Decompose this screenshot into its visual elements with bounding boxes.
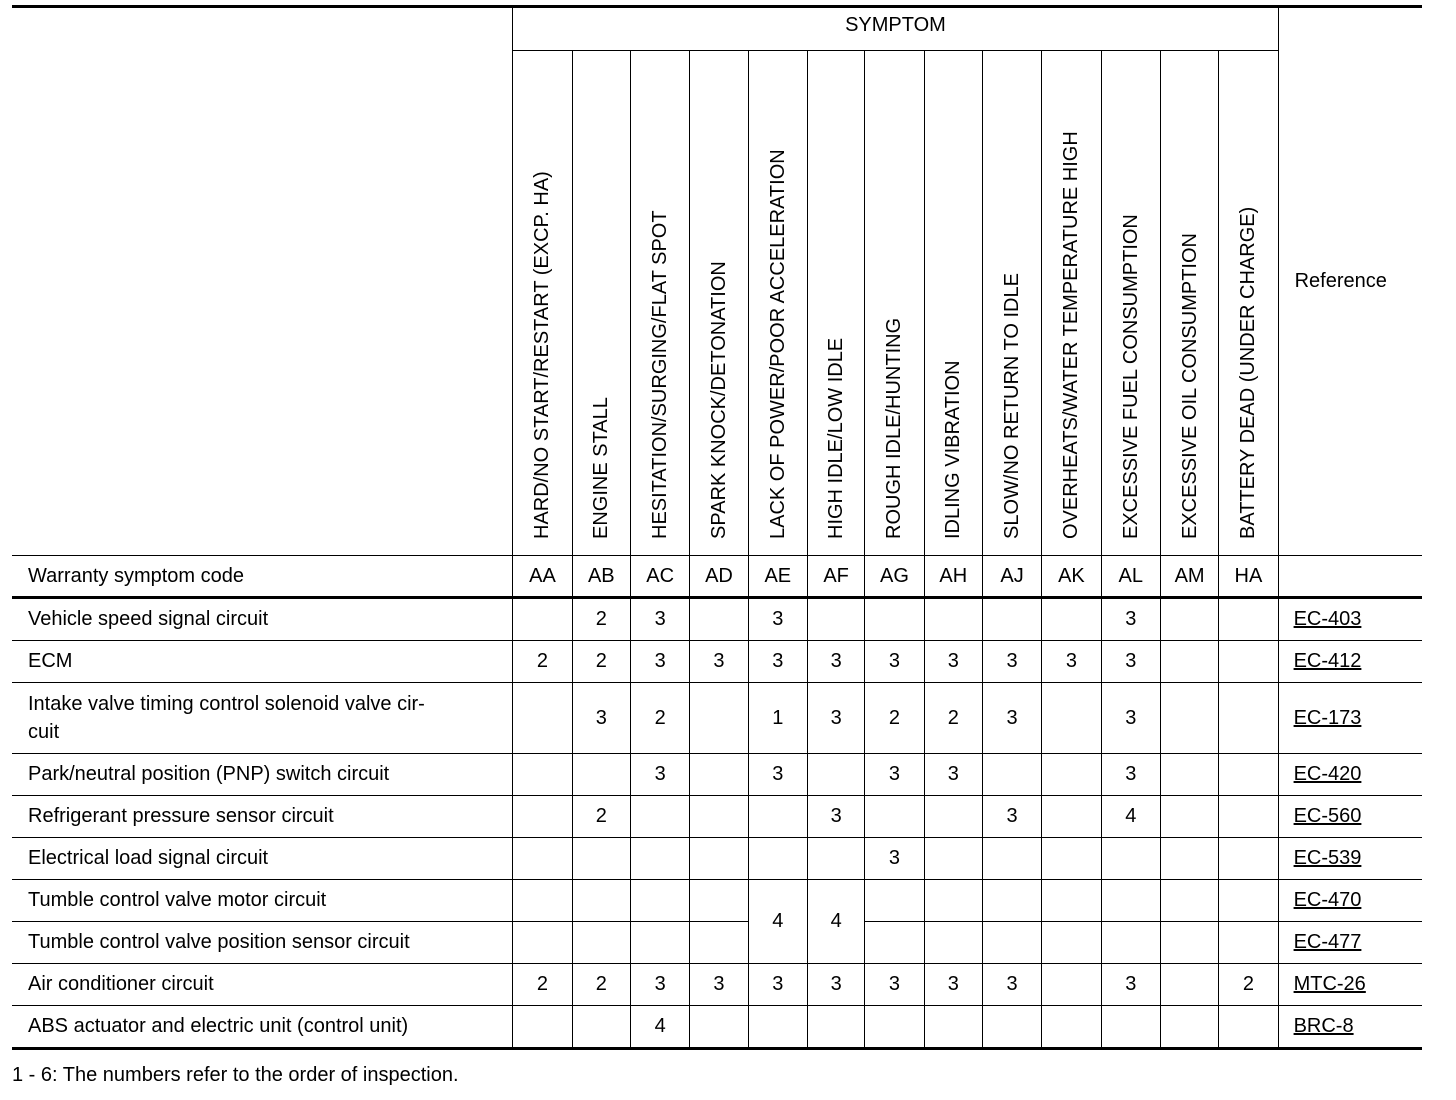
reference-link[interactable]: EC-539 [1293, 847, 1362, 869]
value-cell [690, 683, 748, 754]
value-cell [982, 880, 1041, 922]
value-cell [630, 922, 689, 964]
value-cell [1101, 880, 1160, 922]
value-cell: 2 [1219, 964, 1278, 1006]
value-cell [865, 1006, 924, 1049]
value-cell [513, 796, 572, 838]
symptom-column-header [1042, 51, 1101, 556]
reference-cell [1278, 964, 1422, 1006]
row-label: Tumble control valve motor circuit [12, 880, 513, 922]
symptom-column-label: BATTERY DEAD (UNDER CHARGE) [1237, 206, 1260, 539]
value-cell [807, 754, 864, 796]
value-cell: 2 [572, 598, 630, 641]
value-cell: 2 [572, 641, 630, 683]
value-cell [924, 796, 982, 838]
reference-link[interactable]: MTC-26 [1293, 973, 1366, 995]
value-cell: 4 [748, 880, 807, 964]
value-cell [1160, 641, 1218, 683]
reference-cell [1278, 838, 1422, 880]
value-cell [1042, 796, 1101, 838]
value-cell [513, 880, 572, 922]
value-cell [1160, 754, 1218, 796]
value-cell: 2 [572, 796, 630, 838]
value-cell [1160, 922, 1218, 964]
warranty-code-cell: AF [807, 556, 864, 598]
value-cell [807, 1006, 864, 1049]
value-cell [1160, 964, 1218, 1006]
value-cell [1042, 598, 1101, 641]
value-cell: 3 [982, 683, 1041, 754]
value-cell [924, 838, 982, 880]
value-cell [690, 838, 748, 880]
row-label: Vehicle speed signal circuit [12, 598, 513, 641]
warranty-code-cell: AL [1101, 556, 1160, 598]
value-cell [690, 754, 748, 796]
symptom-column-label: HARD/NO START/RESTART (EXCP. HA) [531, 171, 554, 539]
row-label: Air conditioner circuit [12, 964, 513, 1006]
table-row [12, 641, 1422, 683]
value-cell [630, 796, 689, 838]
value-cell: 3 [982, 796, 1041, 838]
table-row [12, 683, 1422, 754]
symptom-column-header [1219, 51, 1278, 556]
value-cell [572, 922, 630, 964]
row-label: Intake valve timing control solenoid valve cir- cuit [12, 683, 513, 754]
reference-link[interactable]: EC-412 [1293, 650, 1362, 672]
value-cell: 3 [865, 964, 924, 1006]
table-row [12, 922, 1422, 964]
value-cell: 3 [865, 641, 924, 683]
warranty-code-cell: AC [630, 556, 689, 598]
value-cell: 3 [630, 641, 689, 683]
value-cell [690, 922, 748, 964]
value-cell [1160, 1006, 1218, 1049]
symptom-column-label: OVERHEATS/WATER TEMPERATURE HIGH [1060, 131, 1083, 539]
symptom-column-header [924, 51, 982, 556]
warranty-code-cell: AK [1042, 556, 1101, 598]
value-cell: 3 [865, 838, 924, 880]
value-cell: 3 [982, 641, 1041, 683]
value-cell: 3 [630, 754, 689, 796]
value-cell: 4 [630, 1006, 689, 1049]
row-label: Tumble control valve position sensor circuit [12, 922, 513, 964]
value-cell: 3 [748, 754, 807, 796]
symptom-column-label: ENGINE STALL [590, 397, 613, 539]
value-cell [982, 922, 1041, 964]
value-cell [1219, 598, 1278, 641]
symptom-column-label: EXCESSIVE OIL CONSUMPTION [1178, 233, 1201, 539]
row-label: Park/neutral position (PNP) switch circuit [12, 754, 513, 796]
value-cell [513, 598, 572, 641]
value-cell [572, 754, 630, 796]
value-cell [865, 880, 924, 922]
symptom-header: SYMPTOM [513, 7, 1278, 51]
value-cell: 2 [513, 641, 572, 683]
value-cell: 3 [924, 754, 982, 796]
value-cell [630, 838, 689, 880]
value-cell [982, 754, 1041, 796]
value-cell [1160, 880, 1218, 922]
row-label: ABS actuator and electric unit (control unit) [12, 1006, 513, 1049]
value-cell [690, 598, 748, 641]
value-cell: 2 [572, 964, 630, 1006]
value-cell: 2 [630, 683, 689, 754]
value-cell [1219, 1006, 1278, 1049]
value-cell [1101, 922, 1160, 964]
value-cell: 3 [924, 641, 982, 683]
table-row [12, 964, 1422, 1006]
value-cell [1042, 838, 1101, 880]
value-cell [865, 796, 924, 838]
reference-link[interactable]: EC-173 [1293, 706, 1362, 729]
reference-link[interactable]: EC-560 [1293, 805, 1362, 827]
table-row [12, 880, 1422, 922]
value-cell [1160, 796, 1218, 838]
reference-link[interactable]: EC-420 [1293, 763, 1362, 785]
value-cell [924, 598, 982, 641]
value-cell [1160, 598, 1218, 641]
value-cell: 3 [572, 683, 630, 754]
value-cell: 3 [1101, 754, 1160, 796]
row-label: ECM [12, 641, 513, 683]
reference-cell [1278, 796, 1422, 838]
symptom-column-label: HESITATION/SURGING/FLAT SPOT [649, 210, 672, 539]
warranty-ref-empty [1278, 556, 1422, 598]
value-cell [1042, 754, 1101, 796]
symptom-column-label: LACK OF POWER/POOR ACCELERATION [766, 149, 789, 539]
value-cell [513, 1006, 572, 1049]
value-cell: 3 [807, 964, 864, 1006]
value-cell: 2 [513, 964, 572, 1006]
symptom-column-header [1160, 51, 1218, 556]
value-cell [513, 922, 572, 964]
value-cell [748, 1006, 807, 1049]
value-cell [1219, 683, 1278, 754]
value-cell [690, 880, 748, 922]
symptom-column-header [982, 51, 1041, 556]
symptom-column-label: ROUGH IDLE/HUNTING [883, 317, 906, 539]
value-cell: 3 [807, 796, 864, 838]
warranty-code-cell: AD [690, 556, 748, 598]
symptom-table [12, 5, 1422, 1050]
value-cell [807, 838, 864, 880]
value-cell [690, 796, 748, 838]
value-cell: 3 [924, 964, 982, 1006]
symptom-column-header [690, 51, 748, 556]
value-cell: 2 [865, 683, 924, 754]
warranty-code-cell: HA [1219, 556, 1278, 598]
symptom-column-header [630, 51, 689, 556]
reference-link[interactable]: BRC-8 [1293, 1015, 1354, 1037]
reference-link[interactable]: EC-470 [1293, 889, 1362, 911]
symptom-column-header [748, 51, 807, 556]
warranty-code-cell: AA [513, 556, 572, 598]
table-corner [12, 7, 513, 556]
value-cell: 3 [748, 641, 807, 683]
reference-link[interactable]: EC-477 [1293, 931, 1362, 953]
value-cell [513, 754, 572, 796]
value-cell [1219, 922, 1278, 964]
value-cell: 3 [1101, 598, 1160, 641]
row-label: Refrigerant pressure sensor circuit [12, 796, 513, 838]
value-cell [1042, 683, 1101, 754]
value-cell [1160, 838, 1218, 880]
value-cell [630, 880, 689, 922]
symptom-column-header [1101, 51, 1160, 556]
value-cell [748, 838, 807, 880]
warranty-code-cell: AB [572, 556, 630, 598]
value-cell: 3 [690, 964, 748, 1006]
warranty-code-cell: AM [1160, 556, 1218, 598]
reference-cell [1278, 598, 1422, 641]
value-cell [1219, 838, 1278, 880]
warranty-code-cell: AH [924, 556, 982, 598]
value-cell [513, 683, 572, 754]
value-cell [1101, 1006, 1160, 1049]
value-cell: 4 [1101, 796, 1160, 838]
symptom-column-label: HIGH IDLE/LOW IDLE [825, 337, 848, 539]
value-cell [1042, 922, 1101, 964]
value-cell: 3 [1101, 641, 1160, 683]
value-cell [924, 922, 982, 964]
value-cell [748, 796, 807, 838]
value-cell [865, 598, 924, 641]
reference-cell [1278, 922, 1422, 964]
symptom-column-label: IDLING VIBRATION [942, 360, 965, 539]
symptom-column-label: SPARK KNOCK/DETONATION [707, 261, 730, 539]
value-cell [865, 922, 924, 964]
value-cell: 3 [1101, 683, 1160, 754]
warranty-code-cell: AE [748, 556, 807, 598]
reference-header: Reference [1278, 7, 1422, 556]
value-cell [1042, 1006, 1101, 1049]
value-cell [807, 598, 864, 641]
reference-cell [1278, 754, 1422, 796]
value-cell: 3 [982, 964, 1041, 1006]
value-cell: 3 [807, 641, 864, 683]
value-cell [572, 1006, 630, 1049]
value-cell: 3 [748, 964, 807, 1006]
warranty-code-cell: AG [865, 556, 924, 598]
reference-link[interactable]: EC-403 [1293, 608, 1362, 630]
value-cell: 3 [1042, 641, 1101, 683]
value-cell: 2 [924, 683, 982, 754]
reference-cell [1278, 641, 1422, 683]
value-cell [982, 598, 1041, 641]
value-cell [572, 880, 630, 922]
value-cell: 3 [807, 683, 864, 754]
value-cell: 1 [748, 683, 807, 754]
reference-cell [1278, 1006, 1422, 1049]
reference-cell [1278, 880, 1422, 922]
symptom-column-label: EXCESSIVE FUEL CONSUMPTION [1119, 214, 1142, 539]
value-cell: 4 [807, 880, 864, 964]
table-row [12, 754, 1422, 796]
value-cell [1042, 880, 1101, 922]
value-cell: 3 [630, 598, 689, 641]
symptom-column-label: SLOW/NO RETURN TO IDLE [1001, 273, 1024, 539]
value-cell [513, 838, 572, 880]
reference-cell [1278, 683, 1422, 754]
value-cell [1219, 641, 1278, 683]
value-cell [572, 838, 630, 880]
value-cell [982, 1006, 1041, 1049]
value-cell [1042, 964, 1101, 1006]
value-cell [1219, 796, 1278, 838]
value-cell: 3 [865, 754, 924, 796]
row-label: Electrical load signal circuit [12, 838, 513, 880]
table-row [12, 838, 1422, 880]
value-cell: 3 [690, 641, 748, 683]
symptom-column-header [572, 51, 630, 556]
symptom-column-header [513, 51, 572, 556]
table-row [12, 1006, 1422, 1049]
value-cell: 3 [1101, 964, 1160, 1006]
table-row [12, 796, 1422, 838]
value-cell: 3 [748, 598, 807, 641]
value-cell [690, 1006, 748, 1049]
value-cell [1101, 838, 1160, 880]
value-cell [1219, 880, 1278, 922]
value-cell [924, 1006, 982, 1049]
symptom-column-header [807, 51, 864, 556]
symptom-table-container [12, 5, 1422, 1050]
table-row [12, 598, 1422, 641]
value-cell [982, 838, 1041, 880]
value-cell [1160, 683, 1218, 754]
warranty-symptom-code-label: Warranty symptom code [12, 556, 513, 598]
symptom-column-header [865, 51, 924, 556]
value-cell [924, 880, 982, 922]
footnote: 1 - 6: The numbers refer to the order of inspection. [12, 1064, 459, 1086]
value-cell [1219, 754, 1278, 796]
warranty-code-cell: AJ [982, 556, 1041, 598]
value-cell: 3 [630, 964, 689, 1006]
